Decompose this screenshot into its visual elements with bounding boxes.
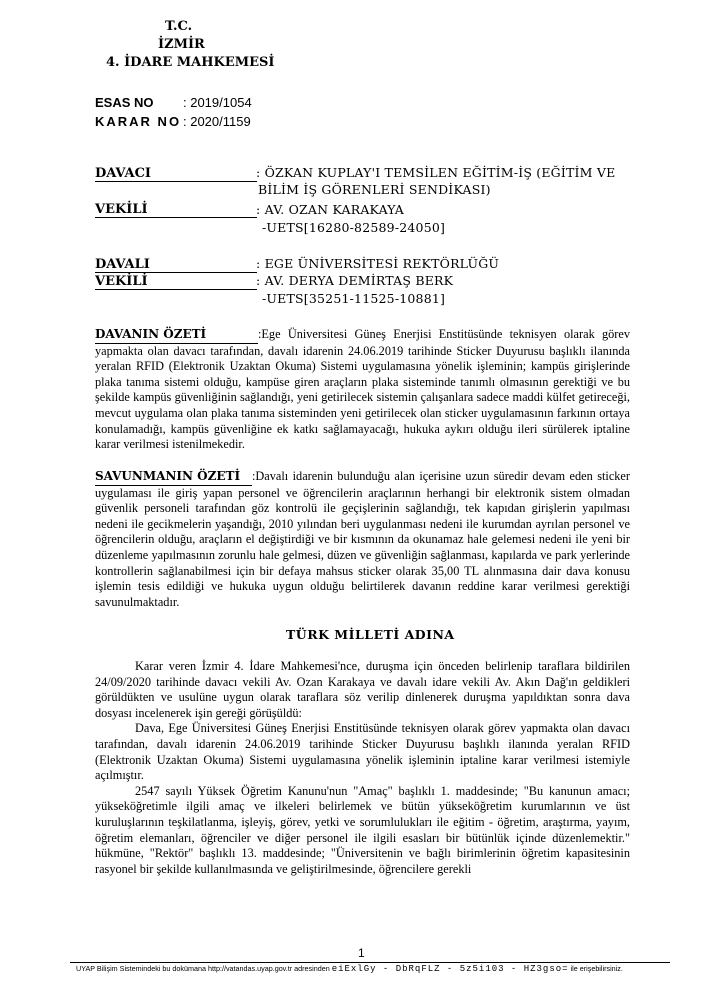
- davali-vekil-uets: -UETS[35251-11525-10881]: [262, 291, 446, 306]
- footer-text-after: ile erişebilirsiniz.: [570, 964, 623, 973]
- davali-label: DAVALI: [95, 257, 257, 273]
- verdict-heading: TÜRK MİLLETİ ADINA: [286, 627, 455, 642]
- esas-no-value: : 2019/1054: [183, 95, 252, 110]
- footer-text-before: UYAP Bilişim Sistemindeki bu dokümana http://vatandas.uyap.gov.tr adresinden: [76, 964, 330, 973]
- footer-verification-code: eiExlGy - DbRqFLZ - 5z5i103 - HZ3gso=: [331, 964, 569, 974]
- court-header-city: İZMİR: [158, 37, 205, 52]
- court-header-name: 4. İDARE MAHKEMESİ: [106, 55, 275, 70]
- court-header-tc: T.C.: [165, 19, 193, 34]
- footer-verification: [76, 964, 623, 974]
- davaci-vekil-uets: -UETS[16280-82589-24050]: [262, 220, 446, 235]
- davali-value: : EGE ÜNİVERSİTESİ REKTÖRLÜĞÜ: [256, 256, 500, 271]
- davaci-value: [256, 164, 615, 198]
- davaci-value-line-2: BİLİM İŞ GÖRENLERİ SENDİKASI): [258, 182, 491, 197]
- savunmanin-ozeti-text: :Davalı idarenin bulunduğu alan içerisine uzun süredir devam eden sticker uygulaması ile giriş yapan personel ve öğrencilerin araçlarının herhangi bir elektronik sistem olmadan güvenlik personeli tarafından göz kontrolü ile geçişlerinin sağlandığı, tek kapıdan girişlerin yapılması nedeni ile gecikmelerin yaşandığı, 2010 yılından beri uygulanması nedeni ile kurumdan ayrılan personel ve öğrencilerin olduğu, araçların el değiştirdiği ve bir kısmının da okunamaz hale gelemesi nedeni ile yeni bir düzenleme yapılmasının zorunlu hale gelmesi, düzen ve güvenliğin sağlanması, kapılarda ve park yerlerinde kontrollerin sağlanabilmesi için bir defaya mahsus sticker olarak 35,00 TL alınmasına dair dava konusu işlemin tesis edildiği ve hukuka uygun olduğu belirtilerek davanın reddine karar verilmesi gerektiği savunulmaktadır.: [95, 469, 630, 609]
- davaci-vekil-value: : AV. OZAN KARAKAYA: [256, 202, 405, 217]
- davanin-ozeti-text: :Ege Üniversitesi Güneş Enerjisi Enstitüsünde teknisyen olarak görev yapmakta olan davacı tarafından, davalı idarenin 24.06.2019 tarihinde Sticker Duyurusu başlıklı ilanında yeralan RFID (Elektronik Uzaktan Okuma) Sistemi uygulamasına yönelik işleminin; kampüs girişlerinde plaka tanıma sistemi olduğu, kampüse giren araçların plaka sisteminde tanımlı olmasının gerektiği ve bu şekilde kampüs güvenliğinin sağlandığı, yeni getirilecek sistemin çalışanlara sadece maddi külfet getireceği, mevcut uygulama olan plaka tanıma sisteminden yeni getirilecek olan sticker uygulamasının farkının ortaya konulamadığı, kampüs güvenliğine ek katkı sağlamayacağı, hukuka aykırı olduğu ileri sürülerek iptaline karar verilmesi istenilmekedir.: [95, 327, 630, 452]
- footer-divider: [70, 962, 670, 963]
- decision-body: [95, 659, 630, 877]
- davaci-vekil-label: VEKİLİ: [95, 202, 257, 218]
- savunmanin-ozeti-section: [95, 469, 630, 610]
- karar-no-label: KARAR NO: [95, 114, 182, 129]
- esas-no-label: ESAS NO: [95, 95, 154, 110]
- karar-no-value: : 2020/1159: [183, 114, 251, 129]
- body-paragraph-2: Dava, Ege Üniversitesi Güneş Enerjisi Enstitüsünde teknisyen olarak görev yapmakta olan davacı tarafından, davalı idarenin 24.06.2019 tarihinde Sticker Duyurusu başlıklı ilanında yeralan RFID (Elektronik Uzaktan Okuma) Sistemi uygulamasına yönelik işleminin iptaline karar verilmesi istemiyle açılmıştır.: [95, 721, 630, 783]
- davaci-label: DAVACI: [95, 166, 257, 182]
- page-number: 1: [358, 946, 365, 960]
- body-paragraph-1: Karar veren İzmir 4. İdare Mahkemesi'nce, duruşma için önceden belirlenip taraflara bildirilen 24/09/2020 tarihinde davacı vekili Av. Ozan Karakaya ve davalı idare vekili Av. Akın Dağ'ın geldikleri görüldükten ve usulüne uygun olarak taraflara söz verilip dinlenerek duruşma yapıldıktan sonra dava dosyası incelenerek işin gereği görüşüldü:: [95, 659, 630, 720]
- davanin-ozeti-title: DAVANIN ÖZETİ: [95, 327, 207, 341]
- davanin-ozeti-section: [95, 327, 630, 453]
- davali-vekil-label: VEKİLİ: [95, 274, 257, 290]
- davaci-value-line-1: : ÖZKAN KUPLAY'I TEMSİLEN EĞİTİM-İŞ (EĞİTİM VE: [256, 165, 616, 180]
- savunmanin-ozeti-title: SAVUNMANIN ÖZETİ: [95, 469, 241, 483]
- davali-vekil-value: : AV. DERYA DEMİRTAŞ BERK: [256, 273, 454, 288]
- savunmanin-ozeti-title-underline: [95, 469, 252, 486]
- body-paragraph-3: 2547 sayılı Yüksek Öğretim Kanunu'nun "Amaç" başlıklı 1. maddesinde; "Bu kanunun amacı; yükseköğretimle ilgili amaç ve ilkeleri belirlemek ve bütün yükseköğretim kurumlarının ve üst kuruluşlarının teşkilatlanma, işleyiş, görev, yetki ve sorumlulukları ile eğitim - öğretim, araştırma, yayım, öğretim elemanları, öğrenciler ve diğer personel ile ilgili esasları bir bütünlük içinde düzenlemektir." hükmüne, "Rektör" başlıklı 13. maddesinde; "Üniversitenin ve bağlı birimlerinin öğretim kapasitesinin rasyonel bir şekilde kullanılmasında ve geliştirilmesinde, öğrencilere gerekli: [95, 783, 630, 876]
- davanin-ozeti-title-underline: [95, 327, 258, 344]
